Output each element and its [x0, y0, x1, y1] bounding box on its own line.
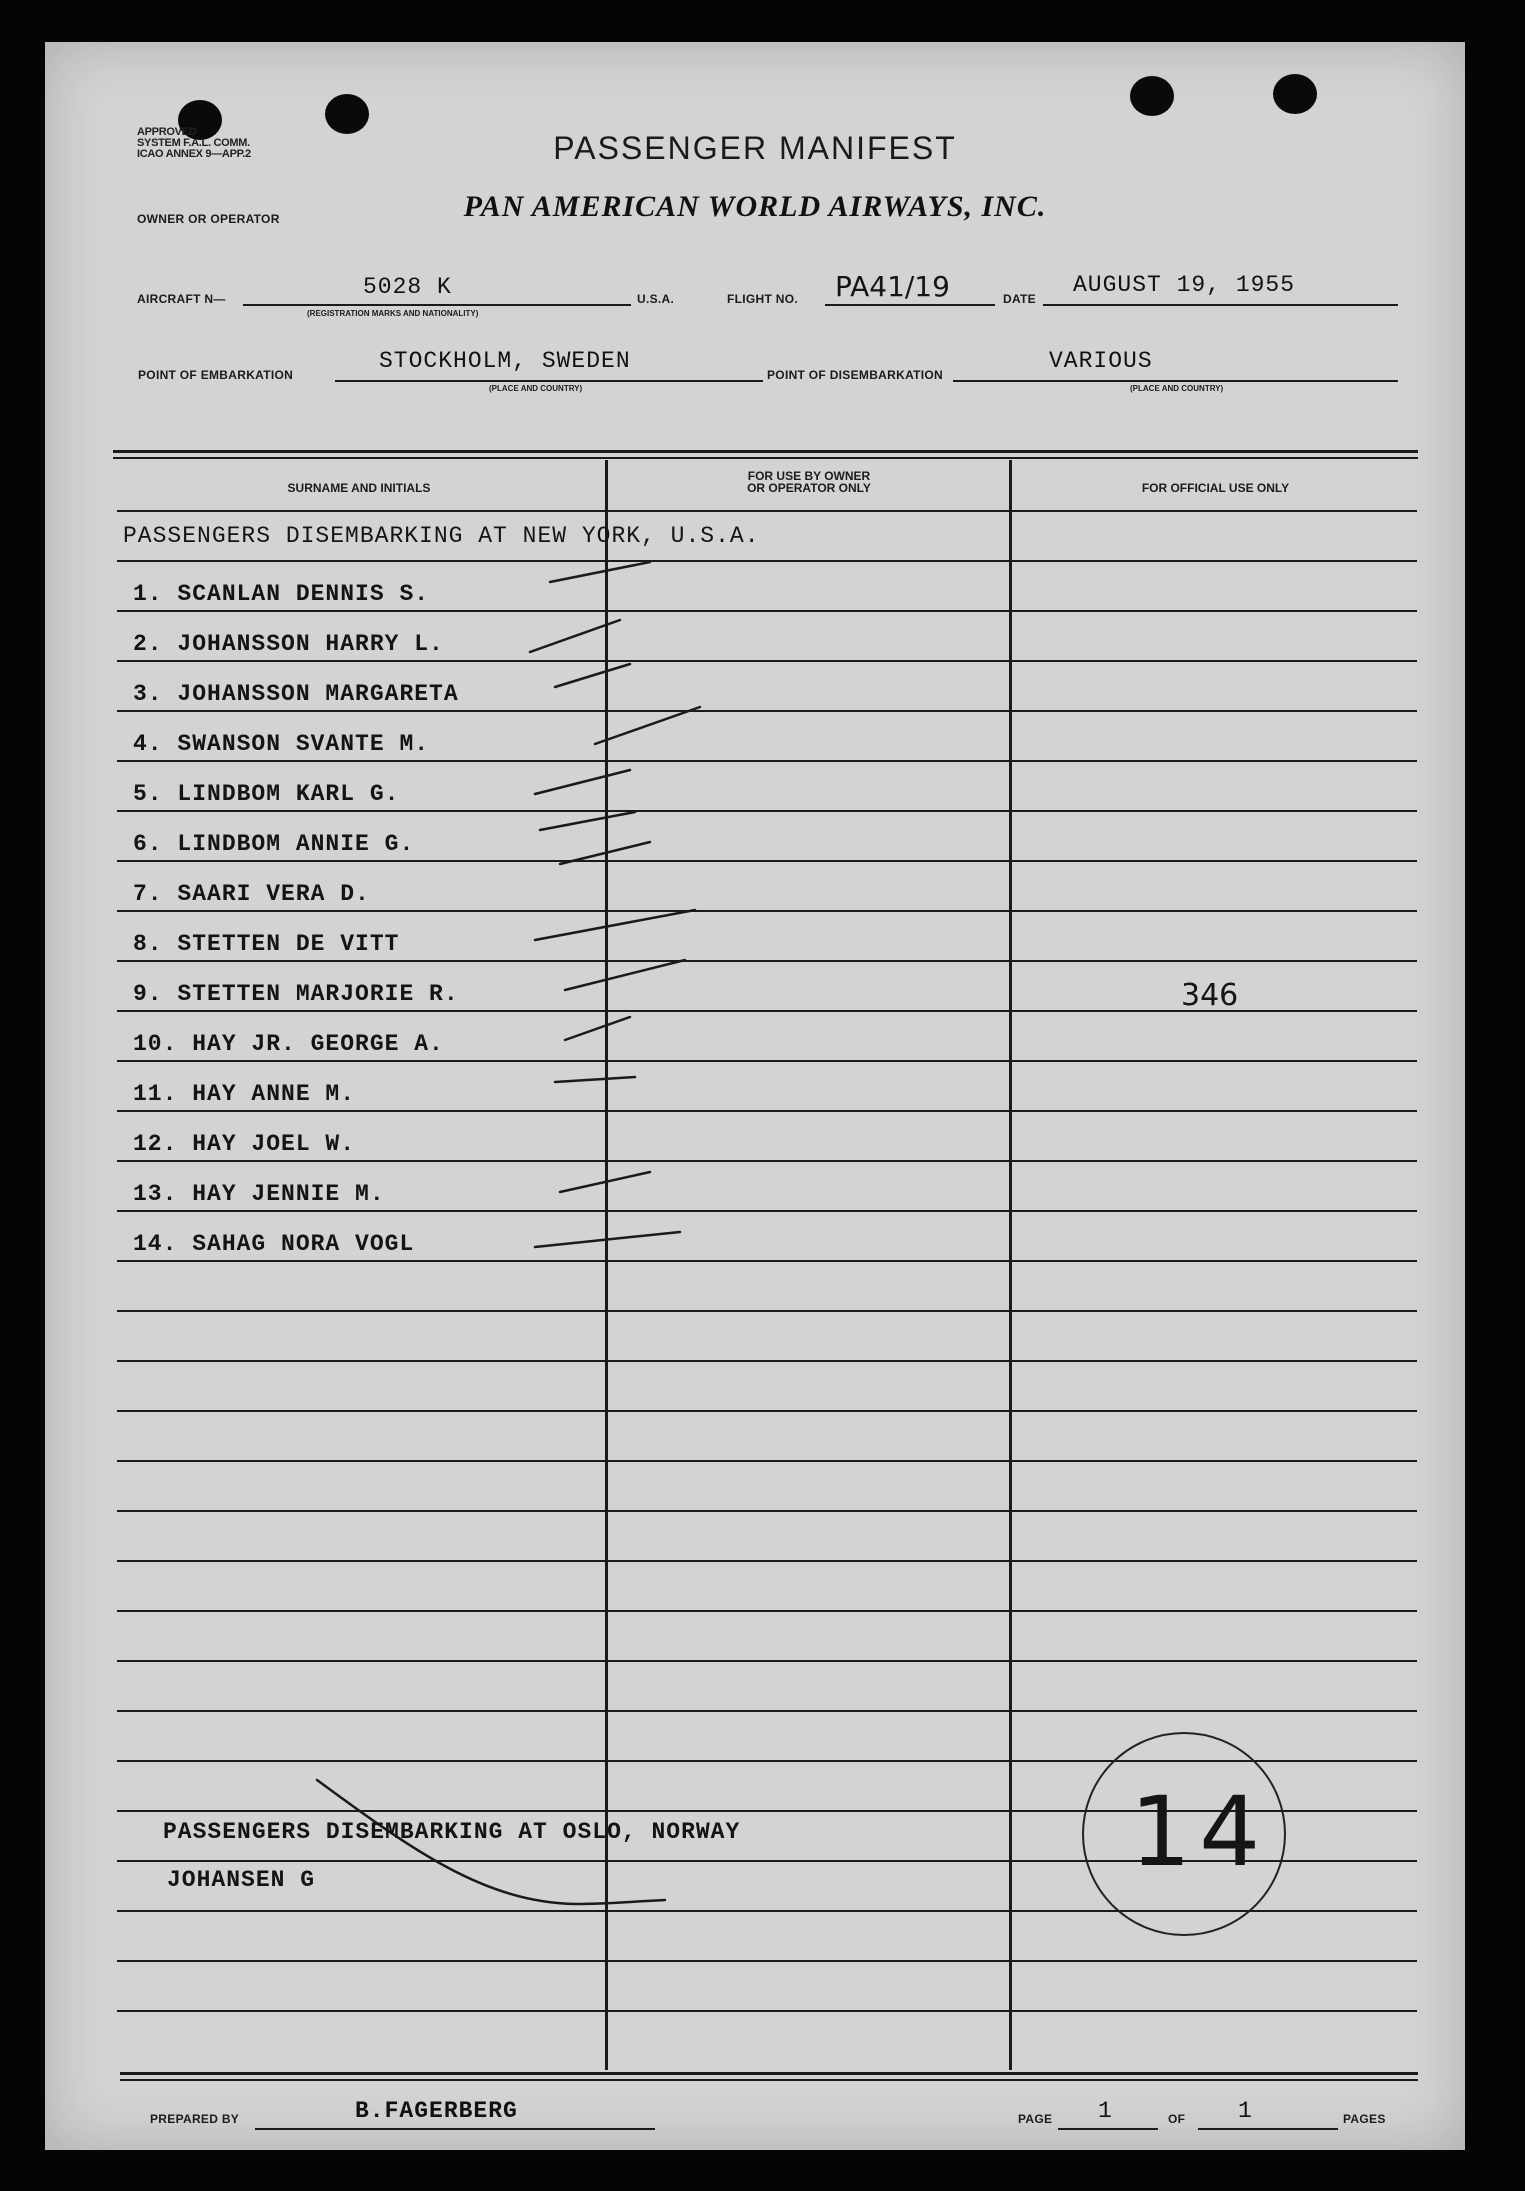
pages-label: PAGES: [1343, 2112, 1386, 2126]
page-field: [1058, 2098, 1158, 2130]
passenger-row: 8. STETTEN DE VITT: [133, 931, 400, 957]
section-heading-oslo: PASSENGERS DISEMBARKING AT OSLO, NORWAY: [163, 1819, 741, 1845]
page-value: 1: [1098, 2098, 1113, 2124]
disembark-caption: (PLACE AND COUNTRY): [1130, 384, 1224, 393]
official-note: 346: [1181, 978, 1239, 1013]
aircraft-value: 5028 K: [363, 274, 452, 300]
passenger-row: 7. SAARI VERA D.: [133, 881, 370, 907]
table-bottom-rule: [120, 2079, 1418, 2081]
prepared-label: PREPARED BY: [150, 2112, 240, 2126]
oslo-passenger-row: JOHANSEN G: [167, 1867, 316, 1893]
of-label: OF: [1168, 2112, 1186, 2126]
of-value: 1: [1238, 2098, 1253, 2124]
passenger-row: 1. SCANLAN DENNIS S.: [133, 581, 430, 607]
check-mark: [555, 664, 630, 687]
passenger-row: 5. LINDBOM KARL G.: [133, 781, 400, 807]
passenger-row: 12. HAY JOEL W.: [133, 1131, 356, 1157]
passenger-row: 3. JOHANSSON MARGARETA: [133, 681, 459, 707]
disembark-label: POINT OF DISEMBARKATION: [767, 368, 944, 382]
approval-line: SYSTEM F.A.L. COMM.: [137, 137, 250, 149]
check-mark: [565, 1017, 630, 1040]
circled-total: [1082, 1732, 1286, 1936]
check-mark: [530, 620, 620, 652]
page-label: PAGE: [1018, 2112, 1053, 2126]
prepared-field: [255, 2098, 655, 2130]
date-label: DATE: [1003, 292, 1036, 306]
check-mark: [540, 812, 635, 830]
check-mark: [555, 1077, 635, 1082]
column-header-official-use: FOR OFFICIAL USE ONLY: [1141, 481, 1290, 495]
passenger-row: 6. LINDBOM ANNIE G.: [133, 831, 415, 857]
section-heading-new-york: PASSENGERS DISEMBARKING AT NEW YORK, U.S.A.: [123, 523, 760, 549]
aircraft-label: AIRCRAFT N—: [137, 292, 226, 306]
check-mark: [535, 770, 630, 794]
passenger-row: 11. HAY ANNE M.: [133, 1081, 356, 1107]
check-mark: [535, 910, 695, 940]
flight-label: FLIGHT NO.: [727, 292, 798, 306]
check-mark: [535, 1232, 680, 1247]
page-title: PASSENGER MANIFEST: [553, 130, 957, 166]
flight-value: PA41/19: [835, 270, 950, 303]
circled-total-value: 14: [1130, 1776, 1269, 1888]
check-mark: [560, 842, 650, 864]
column-header-line: OR OPERATOR ONLY: [747, 481, 871, 495]
registration-caption: (REGISTRATION MARKS AND NATIONALITY): [307, 309, 479, 318]
passenger-row: 10. HAY JR. GEORGE A.: [133, 1031, 444, 1057]
check-mark: [565, 960, 685, 990]
date-value: AUGUST 19, 1955: [1073, 272, 1296, 298]
embark-label: POINT OF EMBARKATION: [138, 368, 294, 382]
embark-caption: (PLACE AND COUNTRY): [489, 384, 583, 393]
approval-line: ICAO ANNEX 9—APP.2: [137, 148, 251, 160]
table-bottom-rule: [120, 2072, 1418, 2075]
check-mark: [550, 562, 650, 582]
embark-value: STOCKHOLM, SWEDEN: [379, 348, 631, 374]
passenger-row: 2. JOHANSSON HARRY L.: [133, 631, 444, 657]
check-mark: [595, 707, 700, 744]
passenger-row: 14. SAHAG NORA VOGL: [133, 1231, 415, 1257]
manifest-sheet: [45, 42, 1465, 2150]
owner-label: OWNER OR OPERATOR: [137, 212, 280, 226]
column-header-surname: SURNAME AND INITIALS: [287, 481, 431, 495]
usa-label: U.S.A.: [637, 292, 675, 306]
passenger-row: 9. STETTEN MARJORIE R.: [133, 981, 459, 1007]
column-header-line: FOR USE BY OWNER: [747, 469, 871, 483]
prepared-value: B.FAGERBERG: [355, 2098, 518, 2124]
of-field: [1198, 2098, 1338, 2130]
passenger-row: 13. HAY JENNIE M.: [133, 1181, 385, 1207]
check-mark: [560, 1172, 650, 1192]
passenger-row: 4. SWANSON SVANTE M.: [133, 731, 430, 757]
disembark-value: VARIOUS: [1049, 348, 1153, 374]
airline-name: PAN AMERICAN WORLD AIRWAYS, INC.: [463, 190, 1047, 223]
approval-line: APPROVED: [137, 126, 197, 138]
